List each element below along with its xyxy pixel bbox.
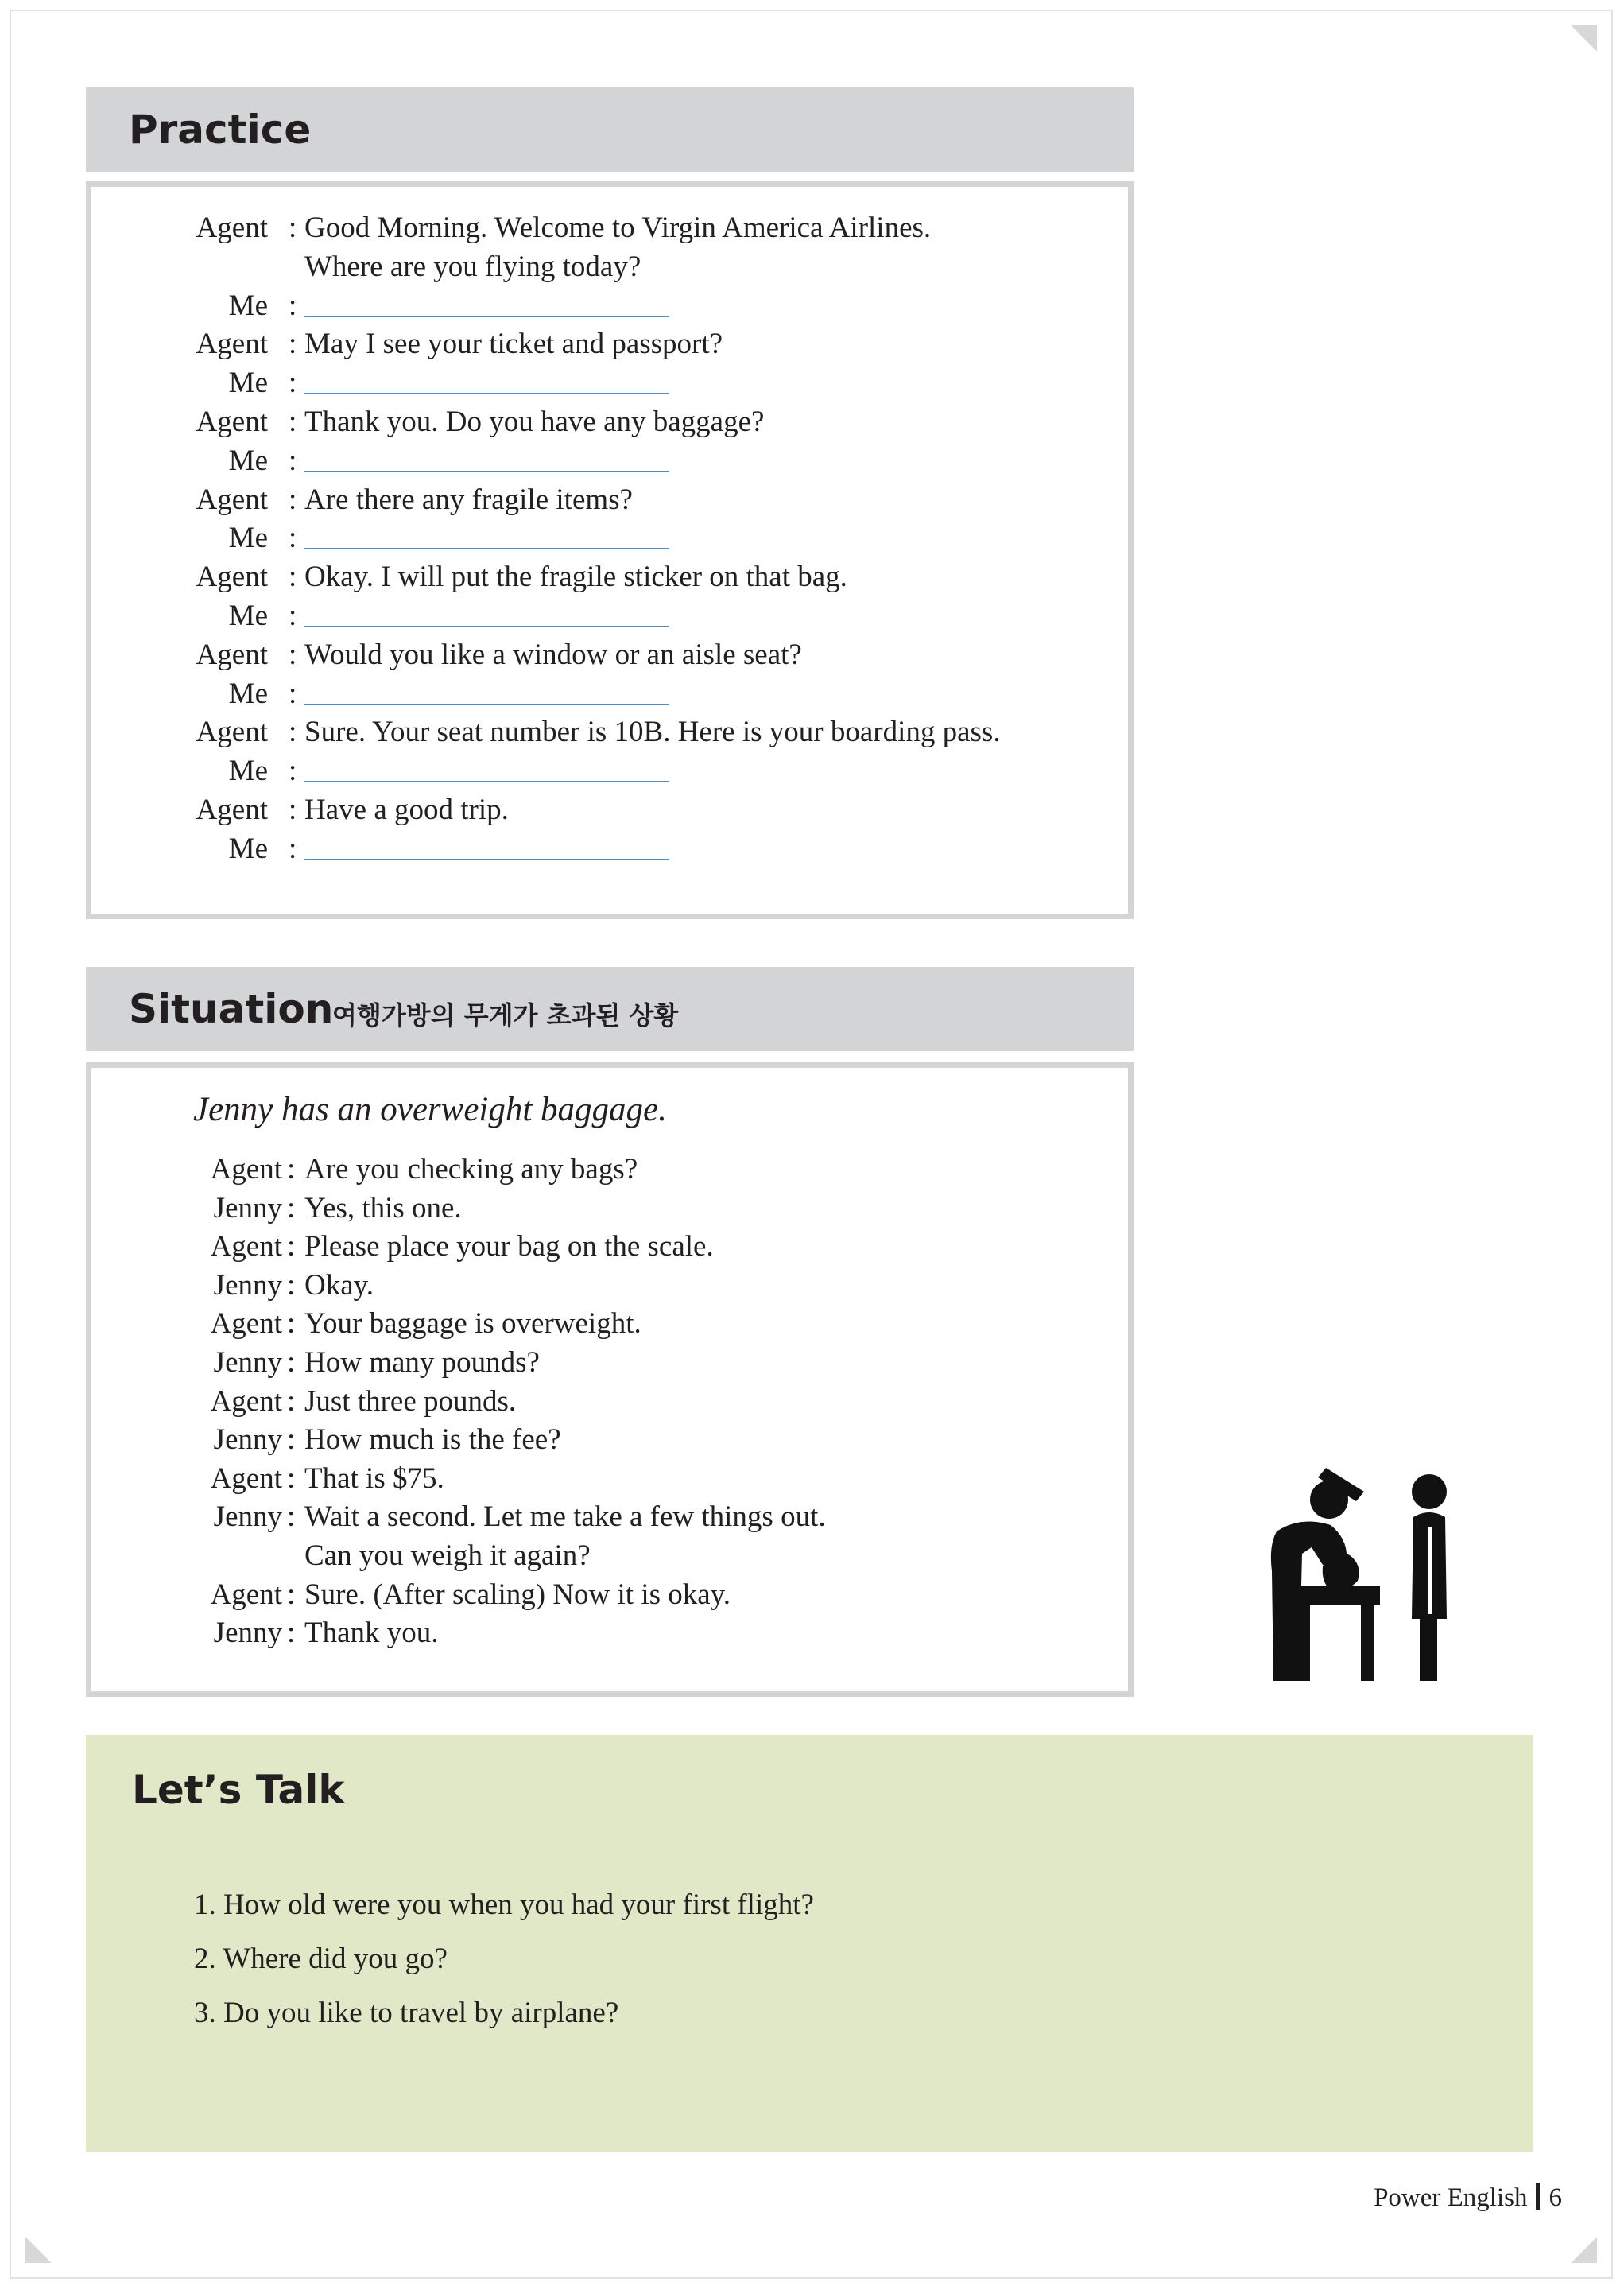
situation-scenario: Jenny has an overweight baggage.: [193, 1091, 667, 1128]
speaker-label: Agent: [210, 1578, 282, 1611]
speaker-colon: :: [289, 328, 297, 361]
answer-blank-line[interactable]: [304, 704, 669, 705]
speaker-label: Agent: [196, 212, 268, 244]
dialogue-text: Sure. Your seat number is 10B. Here is your boarding pass.: [304, 716, 1001, 749]
dialogue-text: Just three pounds.: [304, 1384, 517, 1418]
speaker-label: Agent: [196, 638, 268, 671]
lets-talk-title: Let’s Talk: [132, 1767, 345, 1813]
speaker-colon: :: [287, 1423, 296, 1457]
speaker-label: Agent: [196, 561, 268, 594]
speaker-colon: :: [287, 1461, 296, 1495]
speaker-colon: :: [287, 1230, 296, 1263]
dialogue-row: [91, 1268, 1128, 1306]
dialogue-text: How many pounds?: [304, 1346, 540, 1379]
dialogue-text: Thank you.: [304, 1617, 439, 1650]
answer-blank-line[interactable]: [304, 548, 669, 549]
dialogue-row: [91, 1384, 1128, 1423]
speaker-label: Me: [228, 600, 268, 632]
baggage-check-icon: [1229, 1460, 1467, 1683]
footer-divider: [1536, 2183, 1540, 2210]
speaker-colon: :: [287, 1346, 296, 1379]
dialogue-text: Have a good trip.: [304, 794, 509, 826]
dialogue-text: Can you weigh it again?: [304, 1539, 591, 1572]
speaker-colon: :: [287, 1578, 296, 1611]
dialogue-row: [91, 560, 1128, 598]
dialogue-row: [91, 1229, 1128, 1267]
speaker-colon: :: [289, 212, 297, 244]
speaker-colon: :: [289, 483, 297, 516]
dialogue-row: [91, 405, 1128, 443]
speaker-colon: :: [287, 1307, 296, 1341]
dialogue-text: Sure. (After scaling) Now it is okay.: [304, 1578, 731, 1611]
dialogue-row: [91, 1461, 1128, 1500]
question-item: 1. How old were you when you had your first flight?: [194, 1888, 814, 1921]
speaker-colon: :: [289, 444, 297, 477]
dialogue-text: Where are you flying today?: [304, 250, 641, 283]
speaker-colon: :: [289, 677, 297, 710]
answer-blank-line[interactable]: [304, 316, 669, 317]
speaker-label: Me: [228, 367, 268, 400]
dialogue-row: [91, 483, 1128, 521]
dialogue-row: [91, 1578, 1128, 1616]
dialogue-row: [91, 1191, 1128, 1229]
speaker-colon: :: [289, 832, 297, 865]
dialogue-text: Thank you. Do you have any baggage?: [304, 406, 765, 438]
dialogue-row: [91, 327, 1128, 365]
dialogue-row: [91, 1152, 1128, 1190]
speaker-label: Jenny: [213, 1617, 282, 1650]
speaker-colon: :: [289, 289, 297, 322]
answer-blank-line[interactable]: [304, 471, 669, 472]
page-footer: [1374, 2183, 1562, 2213]
question-item: 3. Do you like to travel by airplane?: [194, 1997, 619, 2029]
dialogue-text: Okay.: [304, 1268, 374, 1302]
dialogue-row: [91, 1423, 1128, 1461]
speaker-label: Jenny: [213, 1268, 282, 1302]
speaker-colon: :: [287, 1500, 296, 1534]
speaker-label: Me: [228, 444, 268, 477]
speaker-label: Me: [228, 289, 268, 322]
speaker-label: Me: [228, 755, 268, 788]
practice-dialogue-box: [86, 181, 1134, 919]
speaker-label: Me: [228, 522, 268, 555]
speaker-colon: :: [289, 600, 297, 632]
speaker-colon: :: [287, 1384, 296, 1418]
dialogue-text: How much is the fee?: [304, 1423, 561, 1457]
dialogue-text: That is $75.: [304, 1461, 444, 1495]
speaker-label: Agent: [210, 1384, 282, 1418]
speaker-label: Agent: [196, 406, 268, 438]
speaker-label: Jenny: [213, 1423, 282, 1457]
speaker-colon: :: [289, 561, 297, 594]
dialogue-row: [91, 1345, 1128, 1384]
page-number: 6: [1548, 2183, 1562, 2212]
dialogue-text: Good Morning. Welcome to Virgin America Airlines.: [304, 212, 932, 244]
question-item: 2. Where did you go?: [194, 1943, 448, 1975]
answer-row: [91, 832, 1128, 870]
situation-title: Situation: [129, 986, 334, 1032]
book-title: Power English: [1374, 2183, 1528, 2212]
speaker-colon: :: [287, 1153, 296, 1186]
speaker-label: Agent: [210, 1461, 282, 1495]
answer-row: [91, 521, 1128, 559]
speaker-label: Me: [228, 677, 268, 710]
speaker-colon: :: [289, 638, 297, 671]
situation-dialogue-box: [86, 1062, 1134, 1697]
answer-row: [91, 444, 1128, 482]
speaker-label: Agent: [196, 483, 268, 516]
dialogue-row: [91, 1616, 1128, 1654]
answer-row: [91, 599, 1128, 637]
page-corner: [25, 2234, 54, 2263]
speaker-colon: :: [289, 367, 297, 400]
practice-header: [86, 87, 1134, 172]
answer-blank-line[interactable]: [304, 781, 669, 782]
dialogue-text: May I see your ticket and passport?: [304, 328, 723, 361]
dialogue-row: [91, 211, 1128, 283]
dialogue-text: Would you like a window or an aisle seat?: [304, 638, 802, 671]
speaker-label: Agent: [210, 1307, 282, 1341]
answer-row: [91, 677, 1128, 715]
dialogue-row: [91, 638, 1128, 676]
dialogue-row: [91, 1306, 1128, 1345]
speaker-label: Agent: [210, 1230, 282, 1263]
speaker-colon: :: [287, 1191, 296, 1225]
speaker-label: Jenny: [213, 1500, 282, 1534]
speaker-colon: :: [289, 755, 297, 788]
speaker-label: Agent: [210, 1153, 282, 1186]
dialogue-text: Your baggage is overweight.: [304, 1307, 641, 1341]
speaker-colon: :: [289, 794, 297, 826]
answer-blank-line[interactable]: [304, 626, 669, 627]
speaker-colon: :: [287, 1617, 296, 1650]
answer-blank-line[interactable]: [304, 393, 669, 394]
dialogue-row: [91, 1500, 1128, 1572]
answer-row: [91, 289, 1128, 327]
speaker-colon: :: [287, 1268, 296, 1302]
speaker-label: Me: [228, 832, 268, 865]
answer-row: [91, 754, 1128, 792]
dialogue-text: Okay. I will put the fragile sticker on that bag.: [304, 561, 847, 594]
speaker-label: Jenny: [213, 1346, 282, 1379]
page-corner: [1568, 25, 1597, 54]
speaker-label: Agent: [196, 716, 268, 749]
dialogue-text: Are you checking any bags?: [304, 1153, 638, 1186]
speaker-label: Jenny: [213, 1191, 282, 1225]
answer-blank-line[interactable]: [304, 859, 669, 860]
dialogue-text: Are there any fragile items?: [304, 483, 633, 516]
lets-talk-section: [86, 1735, 1533, 2152]
practice-title: Practice: [129, 107, 312, 153]
speaker-label: Agent: [196, 328, 268, 361]
page-corner: [1568, 2234, 1597, 2263]
speaker-colon: :: [289, 522, 297, 555]
dialogue-text: Wait a second. Let me take a few things out.: [304, 1500, 826, 1534]
dialogue-row: [91, 793, 1128, 831]
speaker-colon: :: [289, 716, 297, 749]
dialogue-row: [91, 715, 1128, 753]
dialogue-text: Yes, this one.: [304, 1191, 462, 1225]
answer-row: [91, 366, 1128, 404]
speaker-colon: :: [289, 406, 297, 438]
dialogue-text: Please place your bag on the scale.: [304, 1230, 714, 1263]
situation-header: [86, 967, 1134, 1051]
situation-subtitle: 여행가방의 무게가 초과된 상황: [332, 1000, 679, 1031]
speaker-label: Agent: [196, 794, 268, 826]
